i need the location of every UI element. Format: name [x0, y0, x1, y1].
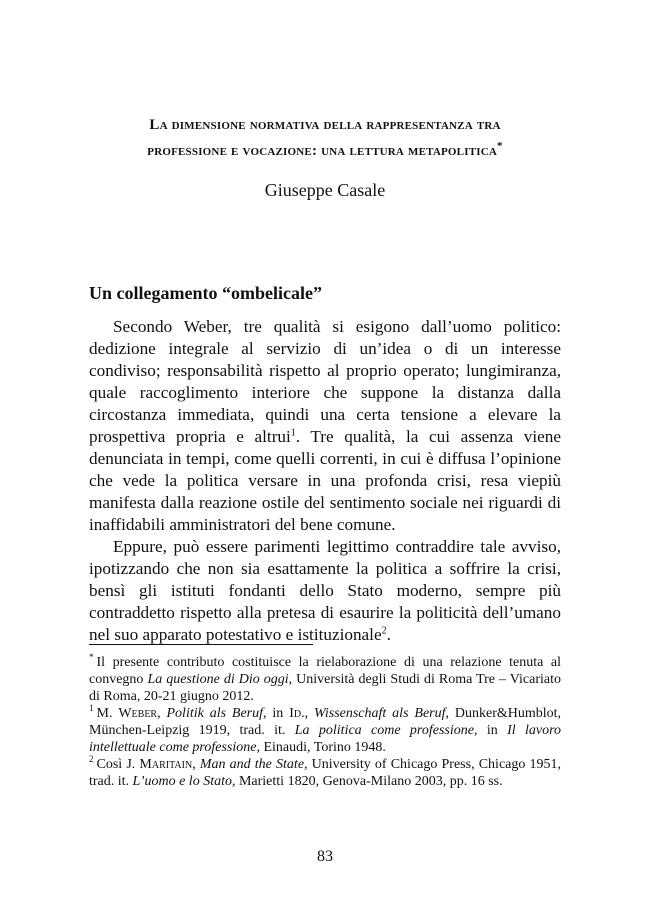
footnote-separator	[89, 644, 313, 645]
body-text	[89, 316, 561, 646]
footnote-italic-text: La politica come professione	[294, 723, 474, 738]
footnote-text: M.	[96, 706, 119, 721]
footnote-text: , University of Chicago Press, Chicago 1951, trad. it.	[89, 757, 562, 789]
footnote-italic-text: Man and the State	[199, 757, 305, 772]
footnote-italic-text: Wissenschaft als Beruf	[313, 706, 446, 721]
footnote-italic-text: Il lavoro intellettuale come professione	[89, 723, 562, 755]
footnote-text: , Dunker&Humblot, München-Leipzig 1919, trad. it.	[89, 706, 562, 738]
page-number: 83	[317, 848, 333, 865]
paragraph-1-text-a: Secondo Weber, tre qualità si esigono dall’uomo politico: dedizione integrale al servizio di un’idea o di un interesse condiviso; responsabilità rispetto al proprio operato; lungimiranza, quale raccoglimento interiore che suppone la distanza dalla circostanza immediata, quindi una certa tensione a elevare la prospettiva propria e altrui	[89, 317, 561, 446]
footnote-text: ,	[192, 757, 200, 772]
footnote-smallcaps-text: Id.	[289, 706, 305, 721]
footnote-item	[89, 654, 561, 705]
paragraph-1-text-b: . Tre qualità, la cui assenza viene denunciata in tempi, come quelli correnti, in cui è diffusa l’opinione che vede la politica versare in una profonda crisi, resa viepiù manifesta dalla reazione ostile del sentimento sociale nei riguardi di inaffidabili amministratori del bene comune.	[89, 427, 561, 534]
footnote-italic-text: Politik als Beruf	[166, 706, 264, 721]
footnotes	[89, 654, 561, 790]
footnote-text: Così J.	[96, 757, 140, 772]
section-heading: Un collegamento “ombelicale”	[89, 283, 322, 303]
title-line-2-text: professione e vocazione: una lettura metapolitica	[147, 143, 498, 159]
footnote-smallcaps-text: Weber	[118, 706, 158, 721]
footnote-ref-2: 2	[381, 625, 387, 637]
author-name: Giuseppe Casale	[264, 180, 386, 200]
footnote-marker: 2	[89, 754, 94, 765]
paragraph-2	[89, 536, 561, 646]
footnote-text: ,	[157, 706, 167, 721]
footnote-italic-text: La questione di Dio oggi	[147, 672, 289, 687]
title-line-1: La dimensione normativa della rappresentanza tra	[149, 117, 501, 133]
title-footnote-marker: *	[497, 140, 503, 152]
footnote-text: ,	[304, 706, 314, 721]
footnote-marker: *	[89, 652, 94, 663]
title-line-2	[60, 138, 590, 164]
paragraph-2-text-b: .	[386, 625, 391, 644]
footnote-ref-1: 1	[290, 427, 296, 439]
footnote-text: Il presente contributo costituisce la rielaborazione di una relazione tenuta al convegno	[89, 655, 561, 687]
article-title	[60, 112, 590, 164]
footnote-text: , Einaudi, Torino 1948.	[256, 740, 386, 755]
paragraph-1	[89, 316, 561, 536]
footnote-marker: 1	[89, 703, 94, 714]
footnote-text: , Marietti 1820, Genova-Milano 2003, pp. 16 ss.	[231, 774, 503, 789]
footnote-smallcaps-text: Maritain	[139, 757, 193, 772]
footnote-text: , in	[473, 723, 508, 738]
footnote-item	[89, 756, 561, 790]
paragraph-2-text-a: Eppure, può essere parimenti legittimo contraddire tale avviso, ipotizzando che non sia esattamente la politica a soffrire la crisi, bensì gli istituti fondanti dello Stato moderno, sempre più contraddetto rispetto alla pretesa di esaurire la politicità dell’umano nel suo apparato potestativo e istituzionale	[89, 537, 561, 644]
footnote-text: , Università degli Studi di Roma Tre – Vicariato di Roma, 20-21 giugno 2012.	[89, 672, 561, 704]
footnote-item	[89, 705, 561, 756]
footnote-text: , in	[263, 706, 290, 721]
footnote-italic-text: L’uomo e lo Stato	[132, 774, 232, 789]
